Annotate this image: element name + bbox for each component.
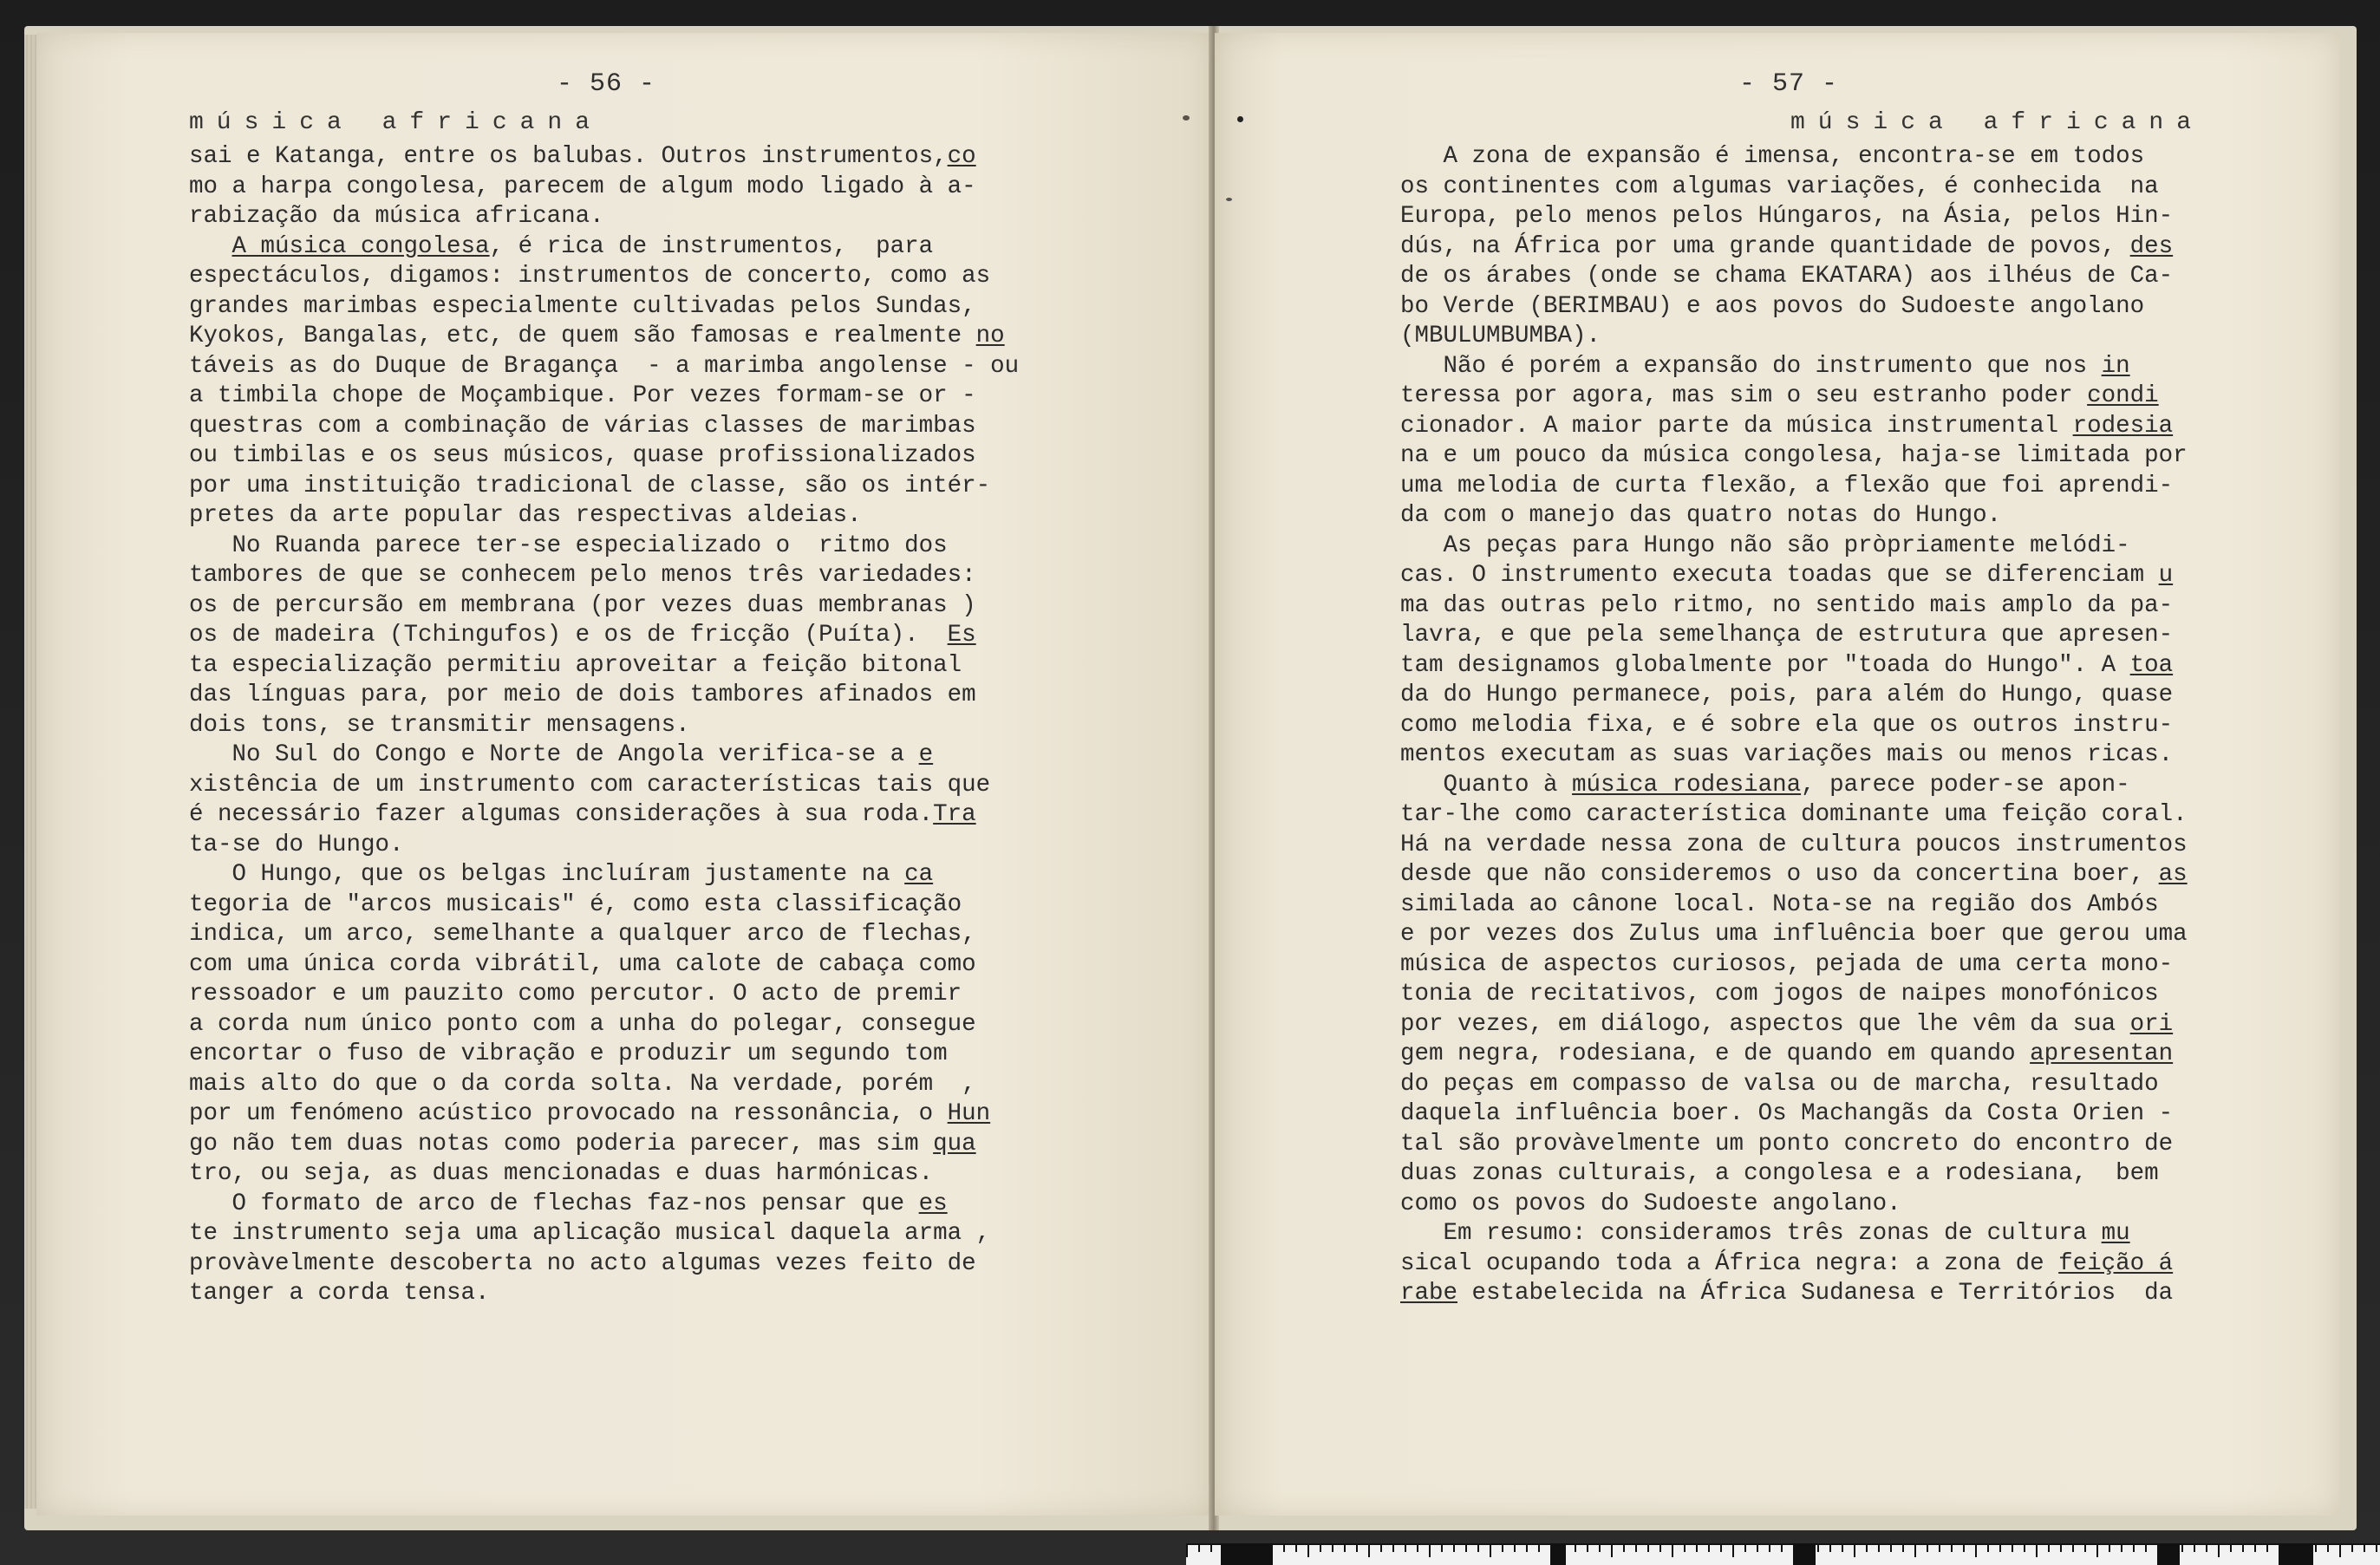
text-line (189, 800, 1019, 831)
text-line (189, 831, 1019, 861)
text-line (1400, 740, 2188, 771)
ruler-tick (1902, 1545, 1904, 1552)
text-segment: táveis as do Duque de Bragança - a marimba angolense - ou (189, 352, 1020, 380)
text-segment: Kyokos, Bangalas, etc, de quem são famosas e realmente (189, 323, 976, 349)
text-segment: de os árabes (onde se chama EKATARA) aos ilhéus de Ca- (1400, 263, 2174, 290)
ruler-tick (1914, 1545, 1916, 1557)
underlined-segment: ca (904, 861, 934, 888)
text-segment: os de percursão em membrana (por vezes duas membranas ) (189, 591, 976, 619)
ruler-tick (2109, 1545, 2110, 1552)
text-segment: teressa por agora, mas sim o seu estranho poder (1400, 382, 2088, 409)
text-line (1400, 651, 2188, 681)
ruler-tick (1975, 1545, 1977, 1557)
ruler-tick (1757, 1545, 1758, 1552)
ruler-tick (1526, 1545, 1528, 1552)
text-line (189, 681, 1019, 711)
text-line (1400, 621, 2188, 651)
ruler-tick (1829, 1545, 1831, 1552)
underlined-segment: Es (947, 622, 976, 649)
text-segment: na e um pouco da música congolesa, haja-se limitada por (1400, 442, 2188, 469)
text-segment: Há na verdade nessa zona de cultura poucos instrumentos (1400, 831, 2188, 858)
text-line (189, 262, 1019, 292)
ruler-tick (1465, 1545, 1467, 1552)
ruler-tick (1453, 1545, 1455, 1552)
text-segment: provàvelmente descoberta no acto algumas vezes feito de (189, 1249, 976, 1277)
text-segment: mentos executam as suas variações mais ou menos ricas. (1400, 741, 2174, 768)
ruler-tick (1890, 1545, 1892, 1552)
ruler-tick (1672, 1545, 1673, 1557)
text-line (189, 381, 1019, 412)
text-segment: os de madeira (Tchingufos) e os de fricção (Puíta). (189, 622, 948, 649)
text-line (1400, 1159, 2188, 1190)
ruler-tick (2351, 1545, 2353, 1552)
text-segment: bo Verde (BERIMBAU) e aos povos do Sudoeste angolano (1400, 292, 2145, 320)
text-line (1400, 1249, 2188, 1280)
text-line (1400, 202, 2188, 232)
ruler-tick (2339, 1545, 2341, 1557)
ruler-tick (1405, 1545, 1406, 1552)
text-segment: tam designamos globalmente por "toada do Hungo". A (1400, 651, 2130, 679)
text-line (1400, 950, 2188, 981)
text-line (189, 591, 1019, 622)
open-book (24, 26, 2357, 1530)
text-segment: tar-lhe como característica dominante uma feição coral. (1400, 801, 2188, 828)
ruler-tick (1647, 1545, 1649, 1552)
text-segment: No Sul do Congo e Norte de Angola verifica-se a (189, 741, 919, 768)
text-segment: do peças em compasso de valsa ou de marcha, resultado (1400, 1070, 2159, 1098)
text-line (1400, 262, 2188, 292)
ruler-tick (1490, 1545, 1491, 1557)
ruler-tick (2060, 1545, 2062, 1552)
ruler-tick (1623, 1545, 1625, 1552)
text-segment: desde que não consideremos o uso da concertina boer, (1400, 861, 2159, 888)
ruler-tick (1878, 1545, 1880, 1552)
ruler-tick (2133, 1545, 2135, 1552)
ruler-tick (1854, 1545, 1855, 1557)
ruler-tick (1696, 1545, 1698, 1552)
text-segment: gem negra, rodesiana, e de quando em quando (1400, 1040, 2031, 1067)
ruler-tick (1356, 1545, 1358, 1552)
underlined-segment: Hun (947, 1100, 991, 1127)
ruler-tick (1295, 1545, 1297, 1552)
text-line (1400, 980, 2188, 1010)
text-line (189, 740, 1019, 771)
ruler-tick (1635, 1545, 1637, 1552)
left-body-text (189, 142, 1019, 1309)
ruler-tick (1611, 1545, 1613, 1557)
text-line (189, 322, 1019, 352)
underlined-segment: feição á (2058, 1249, 2174, 1277)
text-segment: pretes da arte popular das respectivas aldeias. (189, 502, 862, 529)
text-segment: No Ruanda parece ter-se especializado o ritmo dos (189, 531, 948, 559)
text-segment: lavra, e que pela semelhança de estrutura que apresen- (1400, 622, 2174, 649)
text-segment: Europa, pelo menos pelos Húngaros, na Ásia, pelos Hin- (1400, 203, 2174, 230)
text-segment: mo a harpa congolesa, parecem de algum modo ligado à a- (189, 173, 976, 200)
text-line (1400, 591, 2188, 622)
ruler-tick (2242, 1545, 2244, 1552)
text-line (189, 412, 1019, 442)
ruler-tick (1514, 1545, 1516, 1552)
text-line (1400, 292, 2188, 323)
text-segment: , é rica de instrumentos, para (489, 232, 934, 260)
ruler-tick (1684, 1545, 1686, 1552)
text-segment: similada ao cânone local. Nota-se na região dos Ambós (1400, 890, 2159, 918)
ruler-tick (1999, 1545, 2001, 1552)
ruler-tick (1368, 1545, 1370, 1557)
text-line (1400, 501, 2188, 531)
underlined-segment: qua (933, 1130, 976, 1157)
ruler-tick (2376, 1545, 2377, 1552)
text-line (1400, 860, 2188, 890)
text-segment: espectáculos, digamos: instrumentos de concerto, como as (189, 263, 991, 290)
text-line (1400, 800, 2188, 831)
text-line (189, 711, 1019, 741)
underlined-segment: co (947, 143, 976, 170)
text-segment: ta-se do Hungo. (189, 831, 404, 858)
binding-hole-mark (1237, 116, 1243, 122)
ruler-tick (1283, 1545, 1285, 1552)
ruler-tick (1477, 1545, 1479, 1552)
text-line (189, 1130, 1019, 1160)
ruler-tick (1344, 1545, 1346, 1552)
right-running-head: música africana (1790, 109, 2205, 136)
ruler-tick (1720, 1545, 1722, 1552)
text-segment: por vezes, em diálogo, aspectos que lhe vêm da sua (1400, 1010, 2130, 1038)
text-segment: O Hungo, que os belgas incluíram justamente na (189, 861, 905, 888)
text-segment: te instrumento seja uma aplicação musical daquela arma , (189, 1220, 991, 1247)
text-segment: As peças para Hungo não são pròpriamente melódi- (1400, 531, 2130, 559)
text-segment: música de aspectos curiosos, pejada de uma certa mono- (1400, 950, 2174, 978)
text-line (1400, 890, 2188, 921)
text-line (189, 920, 1019, 950)
ruler-tick (1817, 1545, 1819, 1552)
text-segment: grandes marimbas especialmente cultivadas pelos Sundas, (189, 292, 976, 320)
ruler-tick (2181, 1545, 2183, 1552)
ruler-tick (2145, 1545, 2147, 1552)
text-segment: Não é porém a expansão do instrumento que nos (1400, 352, 2102, 380)
text-line (189, 860, 1019, 890)
text-segment: (MBULUMBUMBA). (1400, 323, 1601, 349)
text-segment: como os povos do Sudoeste angolano. (1400, 1190, 1901, 1217)
text-segment: , parece poder-se apon- (1801, 771, 2130, 799)
text-line (1400, 173, 2188, 203)
text-line (1400, 1190, 2188, 1220)
text-line (1400, 322, 2188, 352)
text-line (189, 1219, 1019, 1249)
text-segment: e por vezes dos Zulus uma influência boer que gerou uma (1400, 921, 2188, 948)
text-line (1400, 352, 2188, 382)
text-line (1400, 771, 2188, 801)
ruler-tick (1599, 1545, 1601, 1552)
text-line (189, 1070, 1019, 1100)
scale-ruler (1186, 1543, 2380, 1565)
text-segment: estabelecida na África Sudanesa e Territórios da (1457, 1280, 2174, 1307)
text-segment: tonia de recitativos, com jogos de naipes monofónicos (1400, 981, 2159, 1007)
underlined-segment: Tra (933, 801, 976, 828)
underlined-segment: rodesia (2072, 412, 2174, 440)
text-segment: Em resumo: consideramos três zonas de cultura (1400, 1220, 2102, 1247)
ruler-tick (1842, 1545, 1843, 1552)
text-segment: com uma única corda vibrátil, uma calote de cabaça como (189, 950, 976, 978)
text-line (189, 1249, 1019, 1280)
text-segment: tal são provàvelmente um ponto concreto do encontro de (1400, 1130, 2174, 1157)
ruler-tick (1732, 1545, 1734, 1557)
underlined-segment: no (975, 323, 1005, 349)
text-line (189, 950, 1019, 981)
text-segment: tro, ou seja, as duas mencionadas e duas harmónicas. (189, 1160, 934, 1187)
ruler-tick (2036, 1545, 2038, 1557)
text-line (189, 202, 1019, 232)
text-segment: ou timbilas e os seus músicos, quase profissionalizados (189, 442, 976, 469)
text-line (1400, 1040, 2188, 1070)
text-segment: go não tem duas notas como poderia parecer, mas sim (189, 1130, 934, 1157)
text-segment: uma melodia de curta flexão, a flexão que foi aprendi- (1400, 472, 2174, 499)
ruler-tick (1987, 1545, 1989, 1552)
text-segment: A zona de expansão é imensa, encontra-se em todos (1400, 143, 2145, 170)
text-segment: cionador. A maior parte da música instrumental (1400, 412, 2073, 440)
right-body-text (1400, 142, 2188, 1309)
text-line (189, 173, 1019, 203)
text-segment: Quanto à (1400, 771, 1573, 799)
ruler-tick (1320, 1545, 1321, 1552)
text-line (189, 980, 1019, 1010)
left-running-head: música africana (189, 109, 603, 136)
text-line (1400, 472, 2188, 502)
text-line (1400, 831, 2188, 861)
text-line (1400, 1279, 2188, 1309)
ruler-tick (2048, 1545, 2050, 1552)
text-line (189, 352, 1019, 382)
ruler-tick (1417, 1545, 1418, 1552)
ruler-tick (1538, 1545, 1540, 1552)
text-line (189, 1159, 1019, 1190)
underlined-segment: u (2158, 562, 2174, 589)
ruler-tick (1198, 1545, 1200, 1552)
underlined-segment: ori (2129, 1010, 2174, 1038)
text-segment: por um fenómeno acústico provocado na ressonância, o (189, 1100, 948, 1127)
underlined-segment: música rodesiana (1572, 771, 1802, 799)
text-line (189, 142, 1019, 173)
text-line (189, 561, 1019, 591)
text-line (189, 1010, 1019, 1040)
text-line (1400, 441, 2188, 472)
ruler-tick (2024, 1545, 2025, 1552)
text-line (189, 1099, 1019, 1130)
text-line (189, 292, 1019, 323)
text-segment: sical ocupando toda a África negra: a zona de (1400, 1249, 2059, 1277)
ruler-tick (1392, 1545, 1394, 1552)
page-edges (24, 35, 36, 1509)
text-segment: daquela influência boer. Os Machangãs da Costa Orien - (1400, 1100, 2174, 1127)
ruler-tick (1186, 1545, 1188, 1557)
text-line (1400, 1130, 2188, 1160)
text-segment: dois tons, se transmitir mensagens. (189, 711, 690, 739)
ruler-tick (1939, 1545, 1940, 1552)
left-page (36, 33, 1211, 1516)
text-segment (189, 233, 232, 260)
text-line (189, 1279, 1019, 1309)
ruler-tick (1659, 1545, 1661, 1552)
text-line (1400, 920, 2188, 950)
text-segment: indica, um arco, semelhante a qualquer arco de flechas, (189, 921, 976, 948)
ruler-tick (2121, 1545, 2122, 1552)
text-line (189, 890, 1019, 921)
ruler-tick (1963, 1545, 1965, 1552)
text-segment: rabização da música africana. (189, 203, 604, 230)
text-segment: sai e Katanga, entre os balubas. Outros instrumentos, (189, 143, 948, 170)
text-segment: xistência de um instrumento com características tais que (189, 771, 991, 799)
text-line (1400, 1099, 2188, 1130)
text-line (1400, 1219, 2188, 1249)
underlined-segment: toa (2129, 651, 2174, 679)
text-line (189, 501, 1019, 531)
text-line (1400, 232, 2188, 263)
text-line (189, 1190, 1019, 1220)
text-line (1400, 1070, 2188, 1100)
text-line (189, 651, 1019, 681)
underlined-segment: mu (2101, 1220, 2130, 1247)
ruler-tick (2254, 1545, 2256, 1552)
ruler-tick (1587, 1545, 1588, 1552)
text-line (189, 232, 1019, 263)
ruler-tick (1502, 1545, 1503, 1552)
ruler-block (2279, 1545, 2313, 1565)
text-segment: a corda num único ponto com a unha do polegar, consegue (189, 1010, 976, 1038)
text-segment: ta especialização permitiu aproveitar a feição bitonal (189, 651, 962, 679)
ruler-tick (2194, 1545, 2195, 1552)
text-line (189, 771, 1019, 801)
text-line (1400, 531, 2188, 562)
ruler-block (1793, 1545, 1816, 1565)
underlined-segment: in (2101, 352, 2130, 380)
ruler-tick (2266, 1545, 2268, 1552)
text-line (1400, 711, 2188, 741)
ruler-tick (1575, 1545, 1576, 1552)
ruler-tick (1781, 1545, 1783, 1552)
text-segment: cas. O instrumento executa toadas que se diferenciam (1400, 562, 2159, 589)
ruler-tick (1429, 1545, 1431, 1557)
ruler-tick (1441, 1545, 1443, 1552)
ruler-tick (1927, 1545, 1928, 1552)
underlined-segment: rabe (1400, 1280, 1458, 1307)
text-segment: é necessário fazer algumas considerações à sua roda. (189, 801, 934, 828)
underlined-segment: condi (2087, 382, 2159, 409)
ruler-tick (1866, 1545, 1868, 1552)
underlined-segment: des (2129, 232, 2174, 260)
right-page-number: - 57 - (1739, 69, 1839, 99)
text-line (189, 472, 1019, 502)
text-line (1400, 1010, 2188, 1040)
text-segment: da do Hungo permanece, pois, para além do Hungo, quase (1400, 681, 2174, 708)
text-line (1400, 681, 2188, 711)
text-line (189, 1040, 1019, 1070)
ruler-tick (2327, 1545, 2329, 1552)
underlined-segment: as (2158, 861, 2188, 888)
ruler-block (1550, 1545, 1566, 1565)
underlined-segment: e (918, 741, 934, 768)
left-page-number: - 56 - (557, 69, 656, 99)
text-segment: tambores de que se conhecem pelo menos três variedades: (189, 562, 976, 589)
ruler-tick (1307, 1545, 1309, 1557)
ruler-block (2157, 1545, 2180, 1565)
underlined-segment: apresentan (2030, 1040, 2174, 1067)
text-line (1400, 561, 2188, 591)
ruler-block (1221, 1545, 1273, 1565)
text-segment: duas zonas culturais, a congolesa e a rodesiana, bem (1400, 1160, 2159, 1187)
ruler-tick (1210, 1545, 1212, 1552)
underlined-segment: es (918, 1190, 948, 1217)
ruler-tick (1332, 1545, 1333, 1552)
ruler-tick (2072, 1545, 2074, 1552)
text-line (189, 531, 1019, 562)
ruler-tick (2084, 1545, 2086, 1552)
ruler-tick (2206, 1545, 2207, 1552)
text-segment: das línguas para, por meio de dois tambores afinados em (189, 681, 976, 708)
ruler-tick (2364, 1545, 2365, 1552)
text-segment: tegoria de "arcos musicais" é, como esta classificação (189, 890, 962, 918)
text-segment: a timbila chope de Moçambique. Por vezes formam-se or - (189, 382, 976, 409)
text-segment: O formato de arco de flechas faz-nos pensar que (189, 1190, 919, 1217)
text-segment: por uma instituição tradicional de classe, são os intér- (189, 472, 991, 499)
text-segment: da com o manejo das quatro notas do Hungo. (1400, 502, 2002, 529)
text-segment: os continentes com algumas variações, é conhecida na (1400, 173, 2159, 200)
ruler-tick (2096, 1545, 2098, 1557)
binding-hole-mark (1226, 198, 1232, 201)
ruler-tick (2230, 1545, 2232, 1552)
ruler-tick (2315, 1545, 2317, 1552)
text-line (1400, 142, 2188, 173)
binding-hole-mark (1183, 115, 1190, 121)
ruler-tick (1380, 1545, 1382, 1552)
ruler-tick (2218, 1545, 2220, 1557)
text-line (189, 441, 1019, 472)
text-line (1400, 412, 2188, 442)
text-line (1400, 381, 2188, 412)
text-segment: mais alto do que o da corda solta. Na verdade, porém , (189, 1070, 976, 1098)
text-segment: ressoador e um pauzito como percutor. O acto de premir (189, 981, 962, 1007)
text-segment: dús, na África por uma grande quantidade de povos, (1400, 232, 2130, 260)
text-segment: tanger a corda tensa. (189, 1280, 490, 1307)
ruler-tick (1708, 1545, 1710, 1552)
ruler-tick (1744, 1545, 1746, 1552)
ruler-tick (1769, 1545, 1770, 1552)
text-segment: encortar o fuso de vibração e produzir um segundo tom (189, 1040, 948, 1067)
ruler-tick (1951, 1545, 1953, 1552)
right-page (1215, 33, 2340, 1516)
ruler-tick (2012, 1545, 2013, 1552)
text-line (189, 621, 1019, 651)
text-segment: como melodia fixa, e é sobre ela que os outros instru- (1400, 711, 2174, 739)
text-segment: ma das outras pelo ritmo, no sentido mais amplo da pa- (1400, 591, 2174, 619)
text-segment: questras com a combinação de várias classes de marimbas (189, 412, 976, 440)
underlined-segment: A música congolesa (231, 232, 490, 260)
